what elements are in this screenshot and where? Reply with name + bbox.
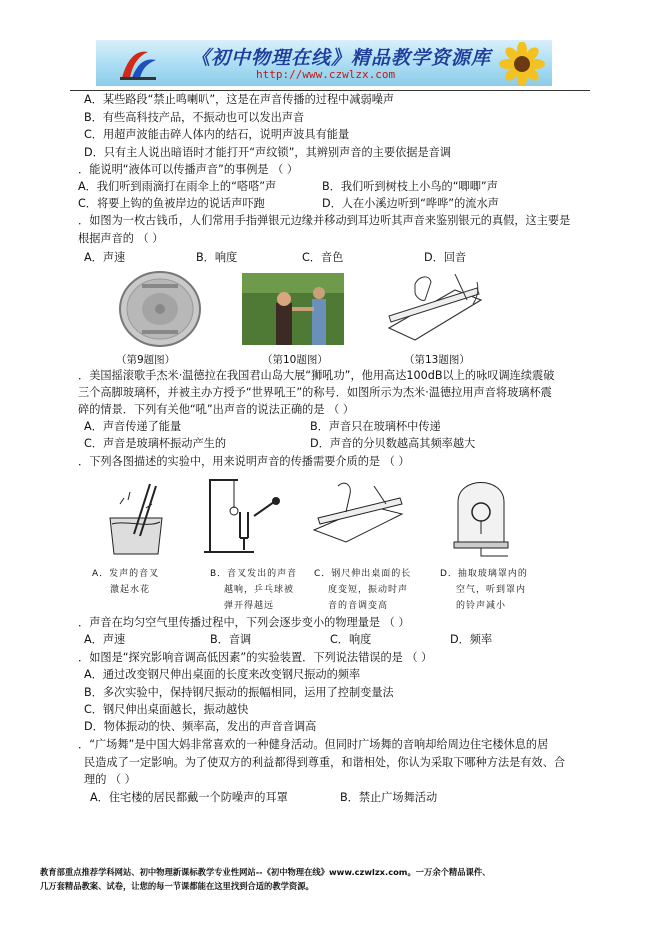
- q-option-b: B．有些高科技产品，不振动也可以发出声音: [84, 111, 305, 124]
- ruler-vibrate-image: [310, 478, 406, 546]
- q-option-d: D．只有主人说出暗语时才能打开“声纹锁”，其辨别声音的主要依据是音调: [84, 146, 452, 159]
- question-stem: ．声音在均匀空气里传播过程中，下列会逐步变小的物理量是 （ ）: [78, 616, 410, 629]
- experiment-caption: D．抽取玻璃罩内的: [440, 569, 528, 579]
- question-stem: ．下列各图描述的实验中，用来说明声音的传播需要介质的是 （ ）: [78, 455, 410, 468]
- q-option-b: B．禁止广场舞活动: [340, 791, 438, 804]
- question-stem: 民造成了一定影响。为了使双方的利益都得到尊重，和谐相处，你认为采取下哪种方法是有效、合: [84, 756, 566, 769]
- header-rule: [70, 90, 590, 91]
- singer-photo-image: [242, 273, 344, 345]
- q-option-a: A．通过改变钢尺伸出桌面的长度来改变钢尺振动的频率: [84, 668, 361, 681]
- question-stem: 碎的情景．下列有关他“吼”出声音的说法正确的是 （ ）: [78, 403, 355, 416]
- sunflower-icon: [488, 42, 548, 86]
- figure-caption: （第9题图）: [116, 354, 176, 366]
- q-option-d: D．人在小溪边听到“哗哗”的流水声: [322, 197, 499, 210]
- footer-text: 几万套精品教案、试卷，让您的每一节课都能在这里找到合适的教学资源。: [40, 881, 314, 891]
- header-banner: [96, 40, 552, 86]
- figure-caption: （第13题图）: [404, 354, 470, 366]
- q-option-c: C．钢尺伸出桌面越长，振动越快: [84, 703, 249, 716]
- question-stem: ．美国摇滚歌手杰米·温德拉在我国君山岛大展“狮吼功”，他用高达100dB以上的咏叹调连续震破: [78, 369, 555, 382]
- experiment-caption: B．音叉发出的声音: [210, 569, 298, 579]
- q-option-c: C．音色: [302, 251, 344, 264]
- tuning-fork-ball-image: [198, 472, 284, 558]
- q-option-a: A．声速: [84, 251, 126, 264]
- q-option-a: A．某些路段“禁止鸣喇叭”，这是在声音传播的过程中减弱噪声: [84, 93, 395, 106]
- silver-coin-image: [116, 270, 204, 348]
- figure-caption: （第10题图）: [262, 354, 328, 366]
- header-title: 《初中物理在线》精品教学资源库: [191, 47, 492, 69]
- q-option-c: C．声音是玻璃杯振动产生的: [84, 437, 227, 450]
- experiment-caption: 音的音调变高: [328, 601, 389, 611]
- q-option-c: C．响度: [330, 633, 372, 646]
- experiment-caption: 度变短，振动时声: [328, 585, 409, 595]
- ruler-table-image: [385, 270, 485, 346]
- q-option-b: B．声音只在玻璃杯中传递: [310, 420, 441, 433]
- q-option-d: D．频率: [450, 633, 493, 646]
- experiment-caption: 空气，听到罩内: [456, 585, 527, 595]
- experiment-caption: 激起水花: [110, 585, 151, 595]
- q-option-b: B．音调: [210, 633, 252, 646]
- question-stem: ．如图为一枚古钱币，人们常用手指弹银元边缘并移动到耳边听其声音来鉴别银元的真假，这主要是: [78, 214, 571, 227]
- experiment-caption: 弹开得越远: [224, 601, 275, 611]
- q-option-b: B．我们听到树枝上小鸟的“唧唧”声: [322, 180, 498, 193]
- question-stem: ．能说明“液体可以传播声音”的事例是 （ ）: [78, 163, 299, 176]
- q-option-c: C．用超声波能击碎人体内的结石，说明声波具有能量: [84, 128, 350, 141]
- bell-jar-image: [450, 472, 512, 558]
- q-option-a: A．声音传递了能量: [84, 420, 182, 433]
- experiment-caption: C．钢尺伸出桌面的长: [314, 569, 412, 579]
- question-stem: 理的 （ ）: [84, 773, 136, 786]
- q-option-a: A．声速: [84, 633, 126, 646]
- tuning-fork-water-image: [100, 474, 172, 560]
- experiment-caption: A．发声的音叉: [92, 569, 160, 579]
- q-option-d: D．声音的分贝数越高其频率越大: [310, 437, 476, 450]
- q-option-a: A．我们听到雨滴打在雨伞上的“嗒嗒”声: [78, 180, 277, 193]
- question-stem: 根据声音的 （ ）: [78, 232, 164, 245]
- experiment-caption: 越响，乒乓球被: [224, 585, 295, 595]
- question-stem: 三个高脚玻璃杯，并被主办方授予“世界吼王”的称号．如图所示为杰米·温德拉用声音将玻璃杯震: [78, 386, 552, 399]
- q-option-c: C．将要上钩的鱼被岸边的说话声吓跑: [78, 197, 265, 210]
- question-stem: ．“广场舞”是中国大妈非常喜欢的一种健身活动。但同时广场舞的音响却给周边住宅楼休息的居: [78, 738, 549, 751]
- q-option-a: A．住宅楼的居民都戴一个防噪声的耳罩: [90, 791, 288, 804]
- q-option-d: D．回音: [424, 251, 467, 264]
- q-option-b: B．响度: [196, 251, 238, 264]
- site-logo-icon: [118, 46, 158, 82]
- footer-text: 教育部重点推荐学科网站、初中物理新课标教学专业性网站--《初中物理在线》www.czwlzx.com。一万余个精品课件、: [40, 867, 491, 877]
- question-stem: ．如图是“探究影响音调高低因素”的实验装置．下列说法错误的是 （ ）: [78, 651, 433, 664]
- experiment-caption: 的铃声减小: [456, 601, 507, 611]
- q-option-d: D．物体振动的快、频率高，发出的声音音调高: [84, 720, 317, 733]
- q-option-b: B．多次实验中，保持钢尺振动的振幅相同，运用了控制变量法: [84, 686, 394, 699]
- header-url[interactable]: http://www.czwlzx.com: [256, 68, 396, 81]
